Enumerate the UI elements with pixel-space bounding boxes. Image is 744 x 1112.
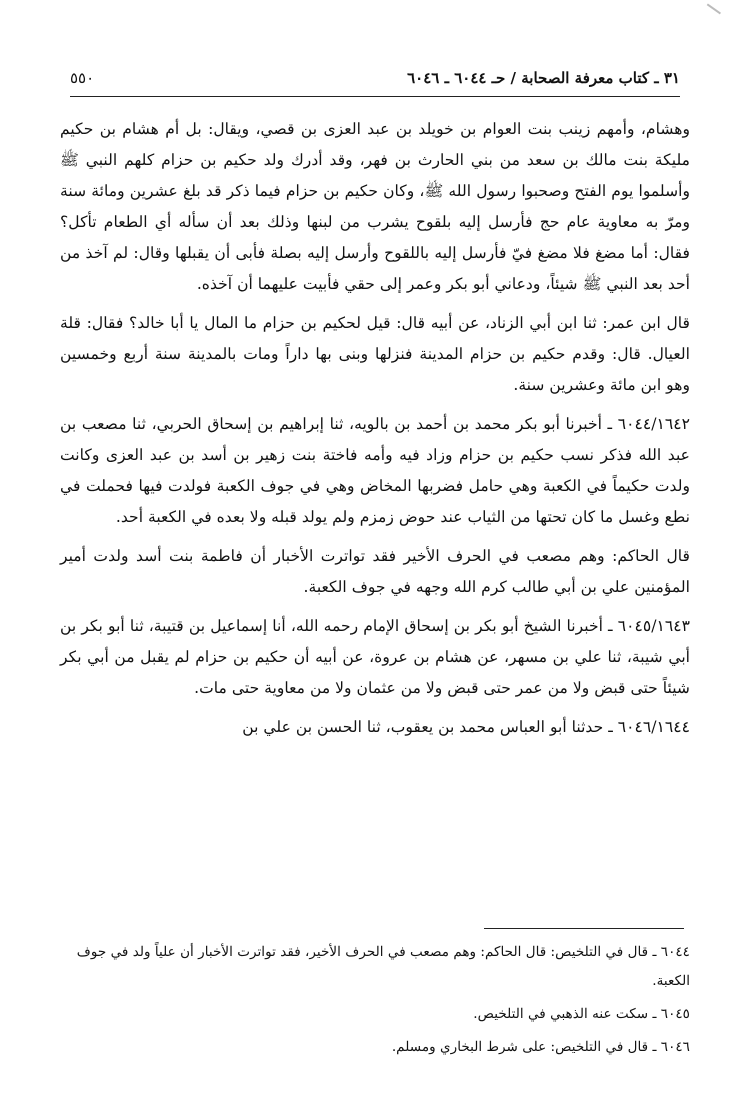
page-number: ٥٥٠ [70,69,95,87]
paragraph: قال الحاكم: وهم مصعب في الحرف الأخير فقد تواترت الأخبار أن فاطمة بنت أسد ولدت أمير المؤمنين علي بن أبي طالب كرم الله وجهه في جوف الكعبة. [60,547,690,596]
running-header [70,60,680,97]
footnote-6046: ٦٠٤٦ ـ قال في التلخيص: على شرط البخاري ومسلم. [391,1039,690,1055]
footnote-6045: ٦٠٤٥ ـ سكت عنه الذهبي في التلخيص. [473,1006,690,1022]
footnotes [60,938,690,1066]
hadith-6045: ٦٠٤٥/١٦٤٣ ـ أخبرنا الشيخ أبو بكر بن إسحاق الإمام رحمه الله، أنا إسماعيل بن قتيبة، ثنا أبو بكر بن أبي شيبة، ثنا علي بن مسهر، عن هشام بن عروة، عن أبيه أن حكيم بن حزام لم يقبل من أبي بكر شيئاً حتى قبض ولا من عمر حتى قبض ولا من عثمان ولا من معاوية حتى مات. [60,617,690,697]
header-title: ٣١ ـ كتاب معرفة الصحابة / حـ ٦٠٤٤ ـ ٦٠٤٦ [407,69,680,87]
footnote-divider [484,928,684,929]
footnote-6044: ٦٠٤٤ ـ قال في التلخيص: قال الحاكم: وهم مصعب في الحرف الأخير، فقد تواترت الأخبار أن علياً ولد في جوف الكعبة. [76,944,690,989]
main-text [60,114,690,749]
corner-mark [707,4,721,14]
paragraph: قال ابن عمر: ثنا ابن أبي الزناد، عن أبيه قال: قيل لحكيم بن حزام ما المال يا أبا خالد؟ فقال: قلة العيال. قال: وقدم حكيم بن حزام المدينة فنزلها وبنى بها داراً ومات بالمدينة سنة أربع وخمسين وهو ابن مائة وعشرين سنة. [60,314,690,394]
hadith-6044: ٦٠٤٤/١٦٤٢ ـ أخبرنا أبو بكر محمد بن أحمد بن بالويه، ثنا إبراهيم بن إسحاق الحربي، ثنا مصعب بن عبد الله فذكر نسب حكيم بن حزام وزاد فيه وأمه فاختة بنت زهير بن أسد بن عبد العزى وكانت ولدت حكيماً في الكعبة وهي حامل فضربها المخاض وهي في جوف الكعبة فولدت فيها فحملت في نطع وغسل ما كان تحتها من الثياب عند حوض زمزم ولم يولد قبله ولا بعده في الكعبة أحد. [60,415,690,526]
hadith-6046: ٦٠٤٦/١٦٤٤ ـ حدثنا أبو العباس محمد بن يعقوب، ثنا الحسن بن علي بن [242,718,690,736]
paragraph: وهشام، وأمهم زينب بنت العوام بن خويلد بن عبد العزى بن قصي، ويقال: بل أم هشام بن حكيم مليكة بنت مالك بن سعد من بني الحارث بن فهر، وقد أدرك ولد حكيم بن حزام كلهم النبي ﷺ وأسلموا يوم الفتح وصحبوا رسول الله ﷺ، وكان حكيم بن حزام فيما ذكر قد بلغ عشرين ومائة سنة ومرّ به معاوية عام حج فأرسل إليه بلقوح يشرب من لبنها وذلك بعد أن سأله أي الطعام تأكل؟ فقال: أما مضغ فلا مضغ فيّ فأرسل إليه باللقوح وأرسل إليه بصلة فأبى أن يقبلها وقال: لم آخذ من أحد بعد النبي ﷺ شيئاً، ودعاني أبو بكر وعمر إلى حقي فأبيت عليهما أن آخذه. [60,120,690,293]
